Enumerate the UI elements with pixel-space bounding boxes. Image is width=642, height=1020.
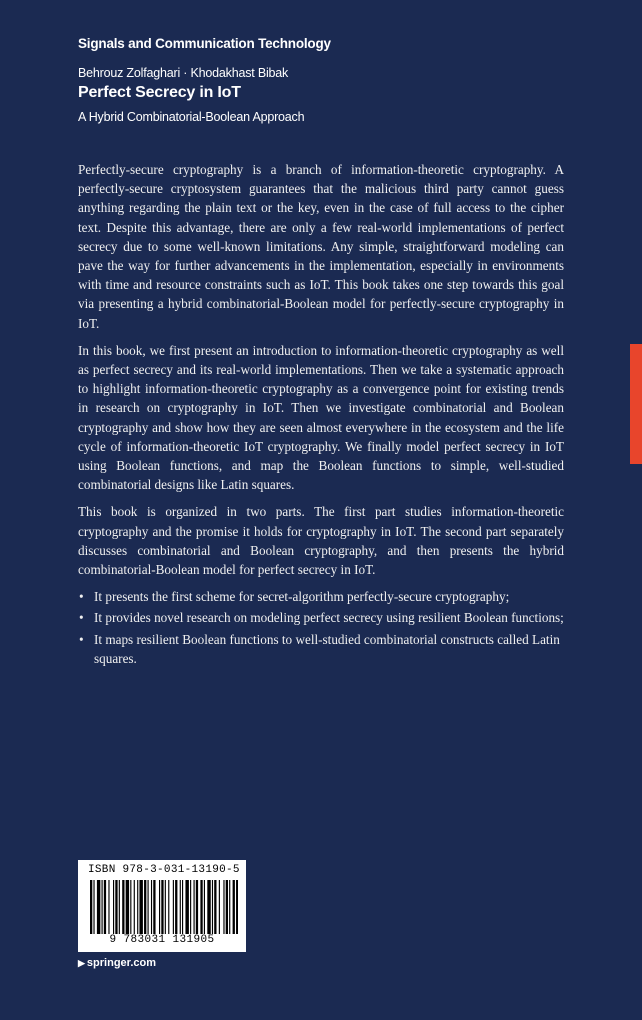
barcode [78,860,246,952]
triangle-right-icon: ▶ [78,958,85,968]
authors: Behrouz Zolfaghari · Khodakhast Bibak [78,66,289,80]
barcode-bar [207,880,210,934]
barcode-bar [115,880,117,934]
barcode-bar [190,880,191,934]
barcode-bars [90,880,238,934]
barcode-bar [134,880,135,934]
barcode-bar [144,880,146,934]
publisher-url-text: springer.com [86,957,156,969]
blurb-paragraph-3: This book is organized in two parts. The first part studies information-theoretic cryptography and the promise it holds for cryptography in IoT. The second part separately discusses combinatorial and Boolean cryptography, and then presents the hybrid combinatorial-Boolean model for perfect secrecy in IoT. [78,504,564,578]
barcode-bar [139,880,142,934]
barcode-bar [180,880,181,934]
barcode-bar [236,880,238,934]
feature-item: • It maps resilient Boolean functions to well-studied combinatorial constructs called Latin squares. [94,630,564,668]
barcode-bar [175,880,177,934]
barcode-bar [137,880,138,934]
barcode-bar [200,880,202,934]
barcode-bar [151,880,152,934]
color-tab [630,344,642,464]
barcode-bar [159,880,160,934]
barcode-bar [194,880,195,934]
series-name: Signals and Communication Technology [78,36,331,51]
barcode-bar [185,880,188,934]
barcode-bar [104,880,106,934]
barcode-bar [108,880,109,934]
barcode-bar [90,880,92,934]
blurb-paragraph-2: In this book, we first present an introduction to information-theoretic cryptography as well as perfect secrecy and its real-world implementations. Then we take a systematic approach to highlight information-theoretic cryptography as a convergence point for existing trends in research on cryptography in IoT. Then we investigate combinatorial and Boolean cryptography and show how they are seen almost everywhere in the ecosystem and the life cycle of information-theoretic IoT cryptography. We finally model perfect secrecy in IoT using Boolean functions, and map the Boolean functions to simple, well-studied combinatorial designs like Latin squares. [78,342,564,493]
barcode-bar [173,880,174,934]
barcode-bar [223,880,224,934]
feature-item: • It provides novel research on modeling perfect secrecy using resilient Boolean functions; [94,608,564,627]
barcode-bar [113,880,114,934]
barcode-bar [233,880,235,934]
barcode-bar [212,880,213,934]
barcode-bar [219,880,220,934]
barcode-bar [204,880,205,934]
barcode-bar [102,880,103,934]
isbn-label: ISBN 978-3-031-13190-5 [88,864,240,876]
feature-list [78,587,564,668]
book-title: Perfect Secrecy in IoT [78,84,241,101]
barcode-bar [165,880,166,934]
barcode-bar [168,880,169,934]
barcode-bar [182,880,183,934]
barcode-bar [229,880,230,934]
barcode-bar [130,880,131,934]
barcode-bar [93,880,94,934]
barcode-number: 9 783031 131905 [109,934,215,946]
barcode-bar [214,880,216,934]
barcode-bar [148,880,149,934]
barcode-bar [226,880,228,934]
barcode-bar [122,880,124,934]
barcode-bar [97,880,100,934]
barcode-bar [119,880,120,934]
blurb-paragraph-1: Perfectly-secure cryptography is a branch of information-theoretic cryptography. A perfectly-secure cryptosystem guarantees that the malicious third party cannot guess anything regarding the plain text or the key, even in the case of full access to the cipher text. Despite this advantage, there are only a few real-world implementations of perfect secrecy due to some well-known limitations. Any simple, straightforward modeling can pave the way for further advancements in the implementation, especially in environments with time and resource constraints such as IoT. This book takes one step towards this goal via presenting a hybrid combinatorial-Boolean model for perfectly-secure cryptography in IoT. [78,162,564,331]
blurb [78,160,564,670]
feature-item: • It presents the first scheme for secret-algorithm perfectly-secure cryptography; [94,587,564,606]
barcode-bar [161,880,163,934]
barcode-bar [153,880,155,934]
publisher-url[interactable] [78,957,156,969]
book-subtitle: A Hybrid Combinatorial-Boolean Approach [78,110,305,124]
barcode-bar [196,880,198,934]
barcode-bar [126,880,129,934]
